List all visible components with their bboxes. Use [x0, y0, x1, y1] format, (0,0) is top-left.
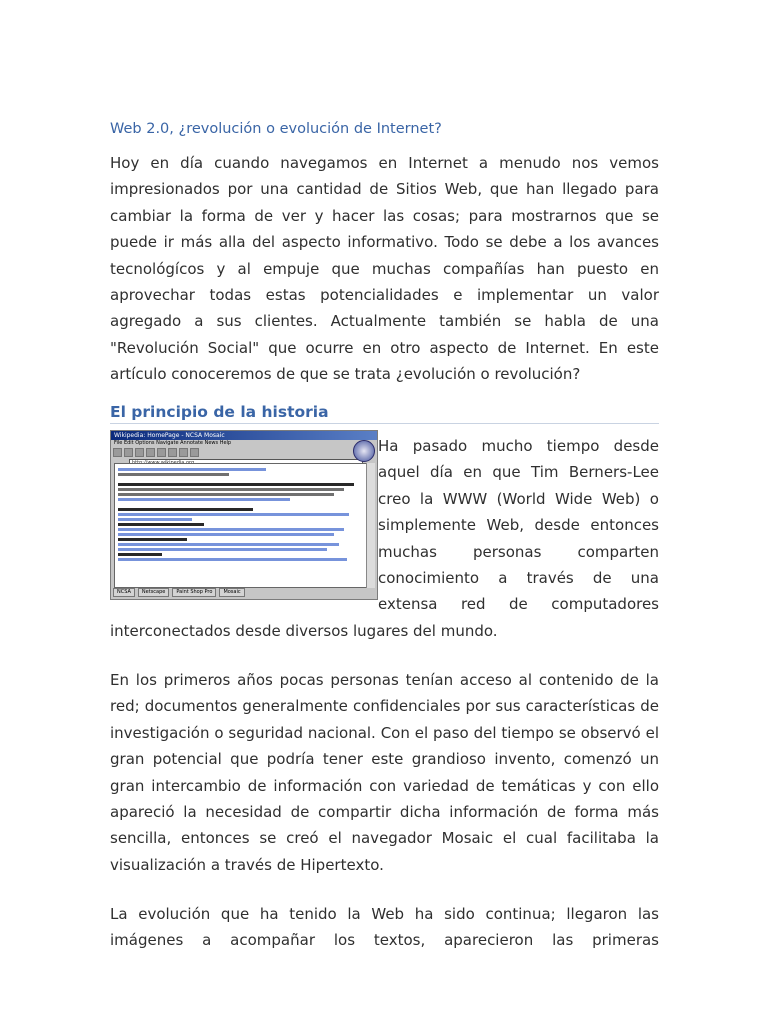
- screenshot-scrollbar: [366, 463, 375, 588]
- status-item: Mosaic: [219, 588, 244, 597]
- screenshot-page-content: [114, 463, 368, 588]
- mosaic-browser-screenshot: [110, 430, 378, 600]
- screenshot-menu-bar: File Edit Options Navigate Annotate News Help: [114, 440, 232, 446]
- paragraph-2: En los primeros años pocas personas tenían acceso al contenido de la red; documentos generalmente confidenciales por sus características de investigación o seguridad nacional. Con el paso del tiempo se observó el gran potencial que podría tener este grandioso invento, comenzó un gran intercambio de información con variedad de temáticas y con ello apareció la necesidad de compartir dicha información de forma más sencilla, entonces se creó el navegador Mosaic el cual facilitaba la visualización a través de Hipertexto.: [110, 671, 659, 874]
- screenshot-toolbar: [113, 448, 375, 458]
- paragraph-3: La evolución que ha tenido la Web ha sido continua; llegaron las imágenes a acompañar los textos, aparecieron las primeras: [110, 905, 659, 950]
- status-item: NCSA: [113, 588, 135, 597]
- screenshot-title-bar: Wikipedia: HomePage - NCSA Mosaic: [111, 431, 377, 440]
- figure-tail-text: interconectados desde diversos lugares del mundo.: [110, 622, 498, 640]
- article-title: Web 2.0, ¿revolución o evolución de Internet?: [110, 121, 442, 137]
- mosaic-logo-icon: [353, 440, 375, 462]
- figure-side-text: Ha pasado mucho tiempo desde aquel día en que Tim Berners-Lee creo la WWW (World Wide Web) o simplemente Web, desde entonces muchas personas comparten conocimiento a través de una extensa red de computadores: [378, 437, 659, 614]
- section-heading: El principio de la historia: [110, 403, 659, 424]
- screenshot-status-bar: [113, 588, 375, 597]
- status-item: Paint Shop Pro: [172, 588, 216, 597]
- intro-paragraph: Hoy en día cuando navegamos en Internet a menudo nos vemos impresionados por una cantidad de Sitios Web, que han llegado para cambiar la forma de ver y hacer las cosas; para mostrarnos que se puede ir más alla del aspecto informativo. Todo se debe a los avances tecnológícos y al empuje que muchas compañías han puesto en aprovechar todas estas potencialidades e implementar un valor agregado a sus clientes. Actualmente también se habla de una "Revolución Social" que ocurre en otro aspecto de Internet. En este artículo conoceremos de que se trata ¿evolución o revolución?: [110, 154, 659, 384]
- status-item: Netscape: [138, 588, 169, 597]
